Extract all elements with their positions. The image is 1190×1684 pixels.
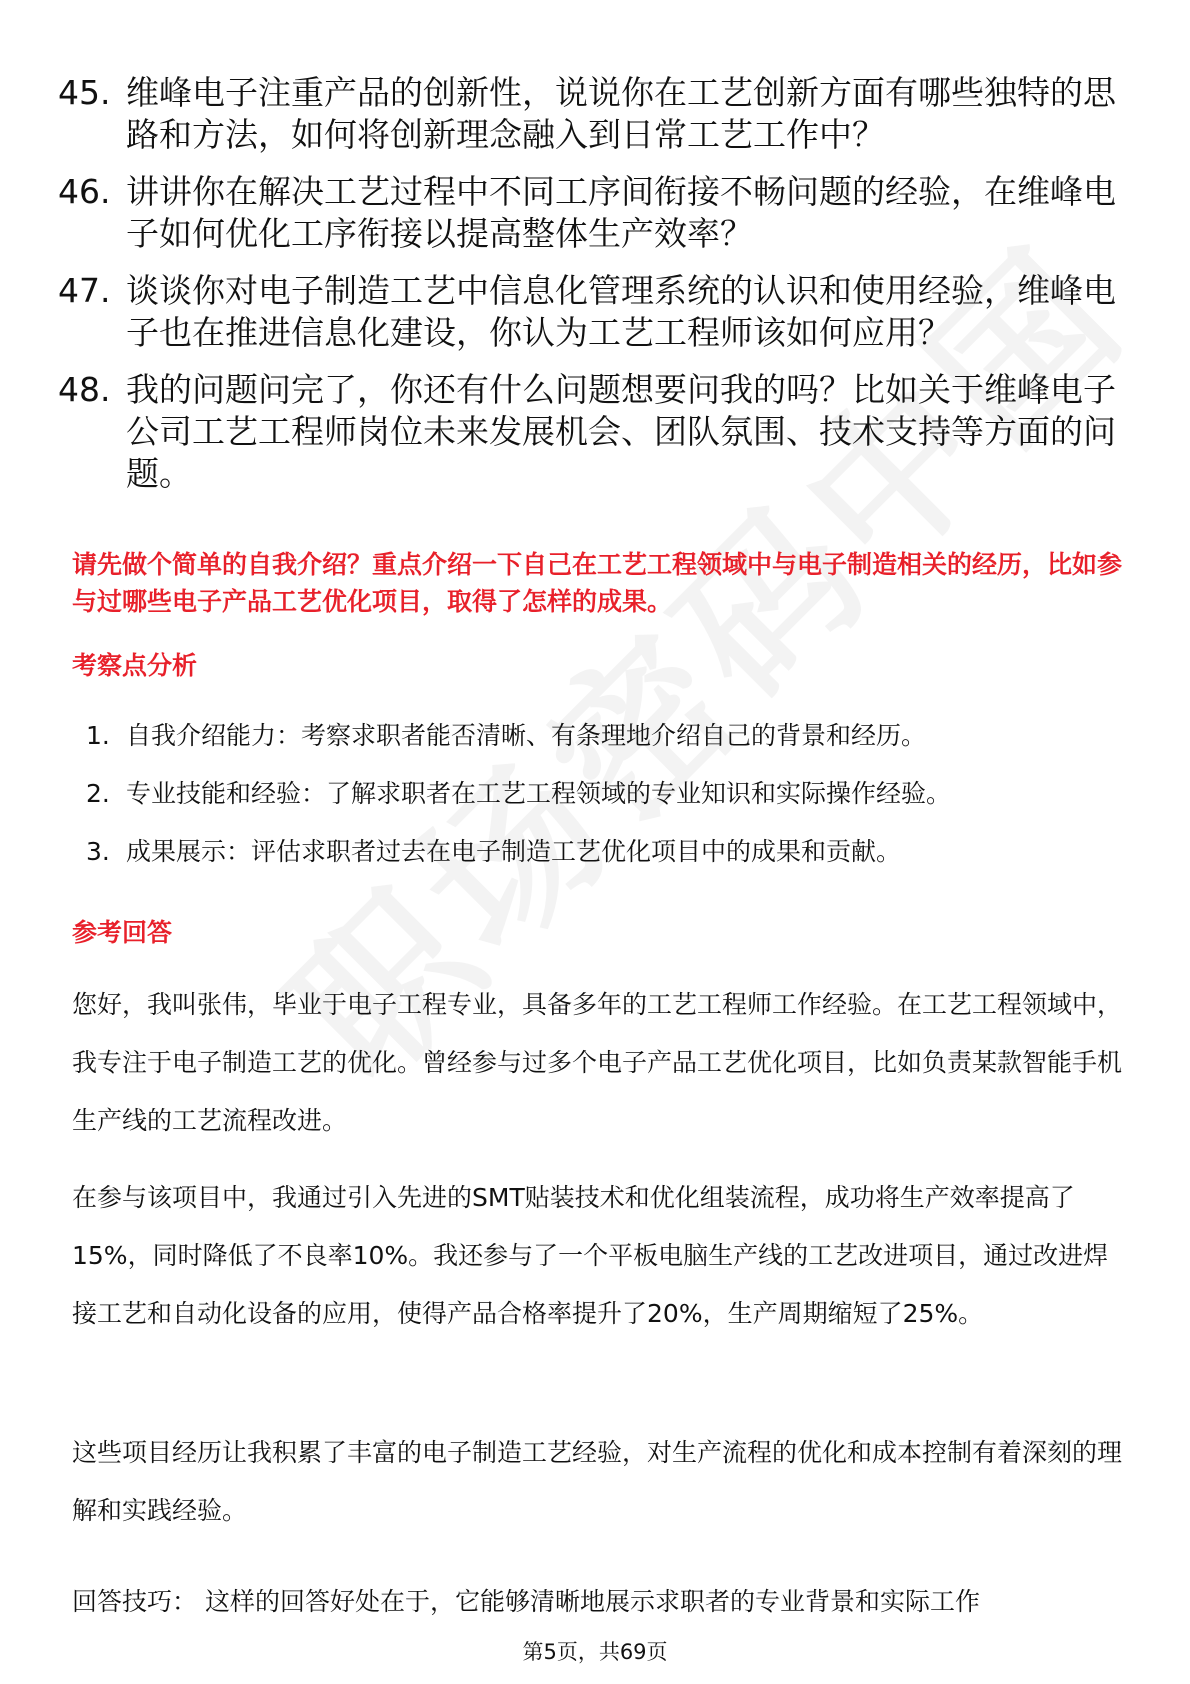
answer-heading: 参考回答 [72, 918, 173, 947]
analysis-points [86, 720, 1126, 894]
question-item [58, 369, 1128, 495]
page-footer: 第5页，共69页 [522, 1640, 668, 1664]
answer-paragraph: 您好，我叫张伟，毕业于电子工程专业，具备多年的工艺工程师工作经验。在工艺工程领域中，我专注于电子制造工艺的优化。曾经参与过多个电子产品工艺优化项目，比如负责某款智能手机生产线的工艺流程改进。 [72, 990, 1123, 1135]
point-text: 专业技能和经验：了解求职者在工艺工程领域的专业知识和实际操作经验。 [126, 779, 952, 808]
question-text: 维峰电子注重产品的创新性，说说你在工艺创新方面有哪些独特的思路和方法，如何将创新理念融入到日常工艺工作中？ [126, 73, 1116, 154]
question-text: 谈谈你对电子制造工艺中信息化管理系统的认识和使用经验，维峰电子也在推进信息化建设，你认为工艺工程师该如何应用？ [126, 271, 1116, 352]
question-number: 48. [58, 370, 111, 409]
question-text: 我的问题问完了，你还有什么问题想要问我的吗？比如关于维峰电子公司工艺工程师岗位未来发展机会、团队氛围、技术支持等方面的问题。 [126, 370, 1116, 493]
answer-paragraph: 在参与该项目中，我通过引入先进的SMT贴装技术和优化组装流程，成功将生产效率提高了15%，同时降低了不良率10%。我还参与了一个平板电脑生产线的工艺改进项目，通过改进焊接工艺和自动化设备的应用，使得产品合格率提升了20%，生产周期缩短了25%。 [72, 1183, 1109, 1328]
answer-paragraph: 这些项目经历让我积累了丰富的电子制造工艺经验，对生产流程的优化和成本控制有着深刻的理解和实践经验。 [72, 1438, 1123, 1525]
point-number: 2. [86, 779, 110, 808]
question-number: 46. [58, 172, 111, 211]
analysis-heading: 考察点分析 [72, 651, 198, 680]
highlight-question: 请先做个简单的自我介绍？重点介绍一下自己在工艺工程领域中与电子制造相关的经历，比如参与过哪些电子产品工艺优化项目，取得了怎样的成果。 [72, 550, 1123, 616]
analysis-point [86, 836, 1126, 894]
point-number: 1. [86, 721, 110, 750]
question-number: 45. [58, 73, 111, 112]
analysis-point [86, 778, 1126, 836]
question-number: 47. [58, 271, 111, 310]
question-item [58, 270, 1128, 354]
question-text: 讲讲你在解决工艺过程中不同工序间衔接不畅问题的经验，在维峰电子如何优化工序衔接以提高整体生产效率？ [126, 172, 1116, 253]
point-number: 3. [86, 837, 110, 866]
point-text: 成果展示：评估求职者过去在电子制造工艺优化项目中的成果和贡献。 [126, 837, 902, 866]
question-list [58, 72, 1128, 510]
analysis-point [86, 720, 1126, 778]
point-text: 自我介绍能力：考察求职者能否清晰、有条理地介绍自己的背景和经历。 [126, 721, 927, 750]
question-item [58, 171, 1128, 255]
question-item [58, 72, 1128, 156]
answer-tip: 回答技巧： 这样的回答好处在于，它能够清晰地展示求职者的专业背景和实际工作 [72, 1587, 980, 1616]
